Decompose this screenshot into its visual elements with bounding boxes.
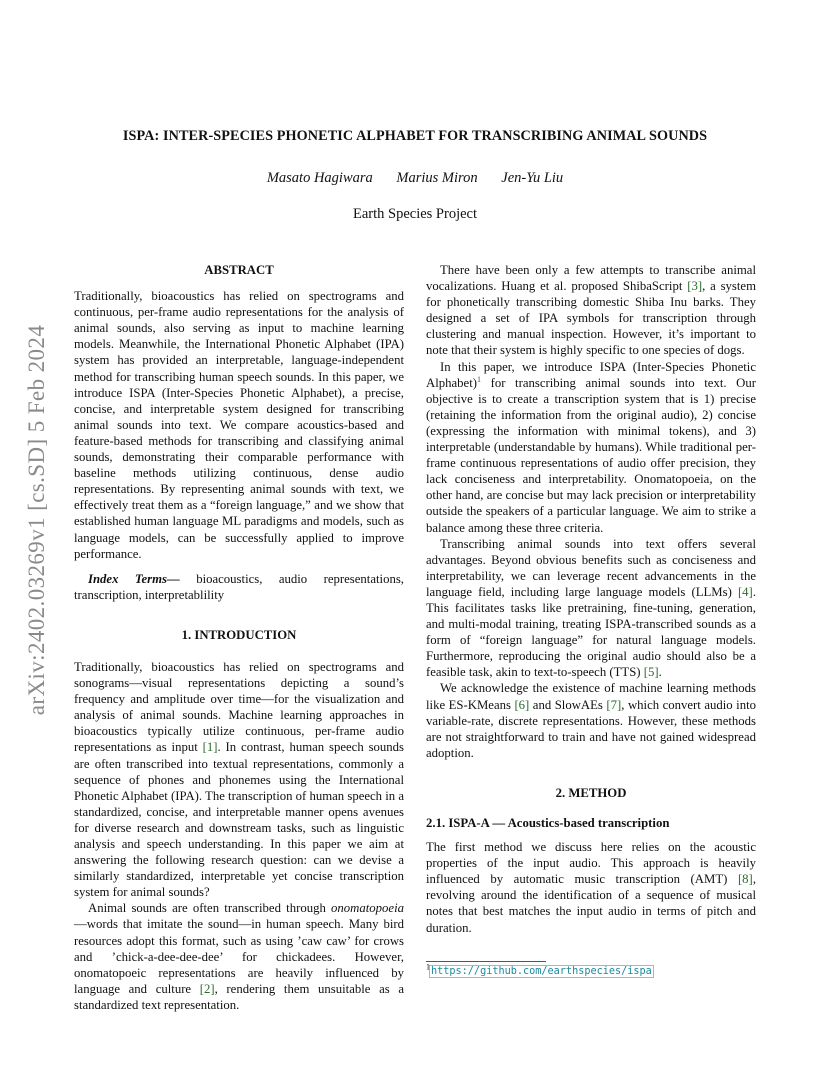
citation-link[interactable]: [6] — [514, 697, 530, 712]
footnote-number: 1 — [426, 962, 430, 972]
right-column — [426, 262, 756, 936]
arxiv-sidebar — [22, 295, 52, 745]
citation-link[interactable]: [5] — [643, 665, 659, 680]
index-terms-label: Index Terms— — [88, 571, 180, 586]
affiliation: Earth Species Project — [352, 206, 477, 222]
citation-link[interactable]: [8] — [737, 872, 753, 887]
subsection-heading: 2.1. ISPA-A — Acoustics-based transcription — [426, 816, 670, 830]
left-column — [74, 262, 404, 1013]
citation-link[interactable]: [7] — [606, 697, 622, 712]
arxiv-identifier: arXiv:2402.03269v1 [cs.SD] 5 Feb 2024 — [24, 324, 49, 716]
intro-heading: 1. INTRODUCTION — [181, 627, 297, 642]
author-name: Jen-Yu Liu — [501, 170, 564, 186]
intro-paragraph: Transcribing animal sounds into text offers several advantages. Beyond obvious benefits such as conciseness and interpretability, we can leverage recent advancements in the language field, including large language models (LLMs) [4]. This facilitates tasks like pretraining, fine-tuning, generation, and multi-modal training, treating ISPA-transcribed sounds as a form of “foreign language” for natural language models. Furthermore, reproducing the original audio should also be a feasible task, akin to text-to-speech (TTS) [5]. — [426, 536, 756, 680]
method-paragraph: The first method we discuss here relies on the acoustic properties of the input audio. This approach is heavily influenced by automatic music transcription (AMT) [8], revolving around the identification of a sequence of musical notes that best matches the input audio in terms of pitch and duration. — [426, 840, 756, 935]
intro-paragraph: Traditionally, bioacoustics has relied on spectrograms and sonograms—visual representations depicting a sound’s frequency and amplitude over time—for the visualization and analysis of animal sounds. Machine learning approaches in bioacoustics typically utilize continuous, per-frame audio representations as input [1]. In contrast, human speech sounds are often transcribed into textual representations, commonly a sequence of phones and phonemes using the International Phonetic Alphabet (IPA). The transcription of human speech in a standardized, concise, and interpretable manner opens avenues for diverse research and downstream tasks, such as linguistic analysis and speech understanding. In this paper we aim at answering the following research question: can we devise a similarly standardized, interpretable yet concise transcription system for animal sounds? — [74, 659, 405, 900]
github-link[interactable]: https://github.com/earthspecies/ispa — [431, 966, 652, 977]
citation-link[interactable]: [4] — [737, 584, 753, 599]
intro-paragraph: We acknowledge the existence of machine learning methods like ES-KMeans [6] and SlowAEs [7], which convert audio into variable-rate, discrete representations. However, these methods are not straightforward to train and have not gained widespread adoption. — [426, 681, 756, 760]
author-name: Marius Miron — [396, 170, 478, 186]
citation-link[interactable]: [2] — [199, 981, 215, 996]
citation-link[interactable]: [1] — [202, 740, 218, 755]
abstract-text: Traditionally, bioacoustics has relied on spectrograms and continuous, per-frame audio representations for the analysis of animal sounds, also serving as input to machine learning models. Meanwhile, the International Phonetic Alphabet (IPA) system has provided an interpretable, language-independent method for transcribing human speech sounds. In this paper, we introduce ISPA (Inter-Species Phonetic Alphabet), a precise, concise, and interpretable system designed for transcribing animal sounds into text. We compare acoustics-based and feature-based methods for transcribing and classifying animal sounds, demonstrating their comparable performance with baseline methods utilizing continuous, dense audio representations. By representing animal sounds with text, we effectively treat them as a “foreign language,” and we show that established human language ML paradigms and models, such as language models, can be successfully applied to improve performance. — [74, 289, 404, 561]
author-list — [74, 170, 756, 187]
intro-paragraph: There have been only a few attempts to transcribe animal vocalizations. Huang et al. proposed ShibaScript [3], a system for phonetically transcribing domestic Shiba Inu barks. They designed a set of IPA symbols for transcription through clustering and manual inspection. However, it’s important to note that their system is highly specific to one species of dogs. — [426, 263, 757, 358]
author-name: Masato Hagiwara — [266, 170, 373, 186]
index-terms — [74, 571, 404, 603]
footnote-marker[interactable]: 1 — [476, 374, 481, 384]
intro-paragraph: Animal sounds are often transcribed through onomatopoeia —words that imitate the sound—in human speech. Many bird resources adopt this format, such as using ’caw caw’ for crows and ’chick-a-dee-dee-dee’ for chickadees. However, onomatopoeic representations are heavily influenced by language and culture [2], rendering them unsuitable as a standardized text representation. — [74, 901, 404, 1012]
abstract-heading: ABSTRACT — [204, 263, 274, 277]
method-heading: 2. METHOD — [555, 785, 627, 800]
index-terms-text: bioacoustics, audio representations, transcription, interpretablility — [74, 571, 404, 602]
footnote — [426, 961, 756, 977]
intro-paragraph: In this paper, we introduce ISPA (Inter-Species Phonetic Alphabet)$^1$ for transcribing animal sounds into text. Our objective is to create a transcription system that is 1) precise (retaining the information from the original audio), 2) concise (expressing the information with minimal tokens), and 3) interpretable (understandable by humans). While traditional per-frame continuous representations of audio offer precision, they lack conciseness and interpretability. Onomatopoeia, on the other hand, are concise but may lack precision or interpretability outside the speakers of a particular language. We aim to strike a balance among these three criteria. — [426, 359, 756, 535]
citation-link[interactable]: [3] — [687, 279, 703, 294]
footnote-rule — [426, 961, 546, 962]
paper-title: ISPA: INTER-SPECIES PHONETIC ALPHABET FOR TRANSCRIBING ANIMAL SOUNDS — [122, 128, 708, 144]
